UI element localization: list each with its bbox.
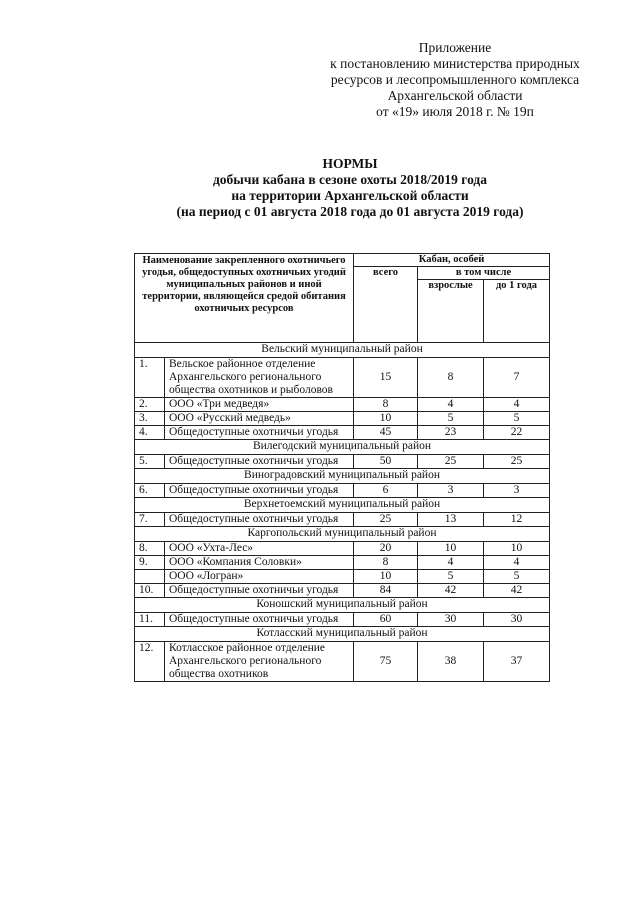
- header-including: в том числе: [418, 267, 550, 280]
- row-total: 10: [354, 412, 418, 426]
- title-line: НОРМЫ: [322, 156, 378, 171]
- row-total: 60: [354, 613, 418, 627]
- row-number: 8.: [135, 542, 165, 556]
- region-name: Каргопольский муниципальный район: [135, 527, 550, 542]
- row-adults: 4: [418, 398, 484, 412]
- region-name: Котласский муниципальный район: [135, 627, 550, 642]
- row-young: 5: [484, 412, 550, 426]
- region-name: Вилегодский муниципальный район: [135, 440, 550, 455]
- row-adults: 4: [418, 556, 484, 570]
- row-adults: 25: [418, 455, 484, 469]
- header-young: до 1 года: [484, 280, 550, 343]
- row-young: 22: [484, 426, 550, 440]
- row-total: 6: [354, 484, 418, 498]
- row-name: Общедоступные охотничьи угодья: [165, 455, 354, 469]
- region-row: [135, 527, 550, 542]
- row-number: 11.: [135, 613, 165, 627]
- row-adults: 10: [418, 542, 484, 556]
- row-total: 75: [354, 642, 418, 682]
- table-row: [135, 584, 550, 598]
- table-row: [135, 398, 550, 412]
- header-group: Кабан, особей: [354, 254, 550, 267]
- table-row: [135, 358, 550, 398]
- row-adults: 38: [418, 642, 484, 682]
- row-name: Общедоступные охотничьи угодья: [165, 584, 354, 598]
- table-row: [135, 513, 550, 527]
- table-row: [135, 570, 550, 584]
- row-number: 4.: [135, 426, 165, 440]
- row-adults: 5: [418, 570, 484, 584]
- row-name: Общедоступные охотничьи угодья: [165, 484, 354, 498]
- region-name: Коношский муниципальный район: [135, 598, 550, 613]
- row-young: 5: [484, 570, 550, 584]
- row-total: 25: [354, 513, 418, 527]
- row-name: ООО «Русский медведь»: [165, 412, 354, 426]
- table-row: [135, 613, 550, 627]
- document-title: [60, 156, 640, 220]
- row-total: 20: [354, 542, 418, 556]
- row-name: Вельское районное отделение Архангельского регионального общества охотников и рыболовов: [165, 358, 354, 398]
- table-row: [135, 484, 550, 498]
- appendix-line: Архангельской области: [387, 88, 523, 103]
- region-name: Верхнетоемский муниципальный район: [135, 498, 550, 513]
- row-young: 42: [484, 584, 550, 598]
- row-name: Общедоступные охотничьи угодья: [165, 426, 354, 440]
- row-total: 84: [354, 584, 418, 598]
- table-row: [135, 412, 550, 426]
- row-adults: 42: [418, 584, 484, 598]
- row-total: 50: [354, 455, 418, 469]
- row-name: ООО «Три медведя»: [165, 398, 354, 412]
- region-name: Вельский муниципальный район: [135, 343, 550, 358]
- row-number: 9.: [135, 556, 165, 570]
- table-row: [135, 455, 550, 469]
- region-row: [135, 469, 550, 484]
- row-adults: 23: [418, 426, 484, 440]
- row-name: Общедоступные охотничьи угодья: [165, 613, 354, 627]
- row-name: ООО «Ухта-Лес»: [165, 542, 354, 556]
- row-name: Котласское районное отделение Архангельского регионального общества охотников: [165, 642, 354, 682]
- row-young: 37: [484, 642, 550, 682]
- row-number: 2.: [135, 398, 165, 412]
- title-line: добычи кабана в сезоне охоты 2018/2019 года: [212, 172, 488, 187]
- header-total: всего: [354, 267, 418, 343]
- row-total: 15: [354, 358, 418, 398]
- row-young: 25: [484, 455, 550, 469]
- row-number: 1.: [135, 358, 165, 398]
- title-line: на территории Архангельской области: [231, 188, 469, 203]
- row-young: 30: [484, 613, 550, 627]
- appendix-line: к постановлению министерства природных: [330, 56, 580, 71]
- region-name: Виноградовский муниципальный район: [135, 469, 550, 484]
- row-total: 8: [354, 398, 418, 412]
- appendix-header: [290, 40, 620, 120]
- region-row: [135, 440, 550, 455]
- row-adults: 13: [418, 513, 484, 527]
- row-number: 12.: [135, 642, 165, 682]
- row-number: 10.: [135, 584, 165, 598]
- region-row: [135, 627, 550, 642]
- row-total: 45: [354, 426, 418, 440]
- row-young: 3: [484, 484, 550, 498]
- row-name: ООО «Компания Соловки»: [165, 556, 354, 570]
- row-young: 10: [484, 542, 550, 556]
- row-number: 6.: [135, 484, 165, 498]
- appendix-line: ресурсов и лесопромышленного комплекса: [330, 72, 580, 87]
- table-row: [135, 426, 550, 440]
- appendix-line: Приложение: [418, 40, 492, 55]
- row-name: Общедоступные охотничьи угодья: [165, 513, 354, 527]
- header-name-column: Наименование закрепленного охотничьего угодья, общедоступных охотничьих угодий муниципальных районов и иной территории, являющейся средой обитания охотничьих ресурсов: [135, 254, 354, 343]
- row-number: 7.: [135, 513, 165, 527]
- row-number: 3.: [135, 412, 165, 426]
- row-adults: 8: [418, 358, 484, 398]
- title-line: (на период с 01 августа 2018 года до 01 августа 2019 года): [176, 204, 524, 219]
- region-row: [135, 343, 550, 358]
- row-adults: 3: [418, 484, 484, 498]
- row-total: 10: [354, 570, 418, 584]
- row-total: 8: [354, 556, 418, 570]
- row-young: 4: [484, 556, 550, 570]
- table-body: [135, 343, 550, 682]
- row-adults: 30: [418, 613, 484, 627]
- row-young: 12: [484, 513, 550, 527]
- table-row: [135, 556, 550, 570]
- row-name: ООО «Логран»: [165, 570, 354, 584]
- region-row: [135, 598, 550, 613]
- header-adults: взрослые: [418, 280, 484, 343]
- row-adults: 5: [418, 412, 484, 426]
- row-number: [135, 570, 165, 584]
- row-number: 5.: [135, 455, 165, 469]
- norms-table: [134, 253, 550, 682]
- row-young: 7: [484, 358, 550, 398]
- appendix-line: от «19» июля 2018 г. № 19п: [376, 104, 534, 119]
- table-row: [135, 542, 550, 556]
- row-young: 4: [484, 398, 550, 412]
- region-row: [135, 498, 550, 513]
- table-row: [135, 642, 550, 682]
